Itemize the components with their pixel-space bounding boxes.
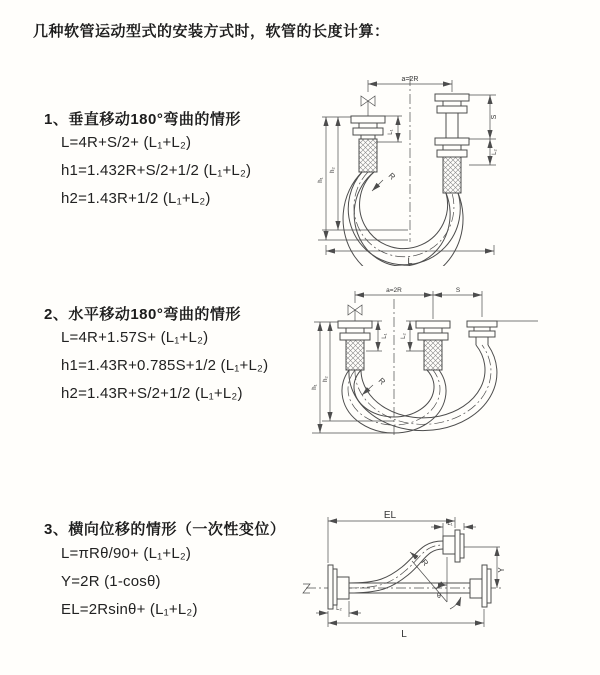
r-label: R bbox=[376, 376, 388, 387]
section2-formula-L: L=4R+1.57S+ (L₁+L₂) bbox=[61, 329, 209, 346]
left-flange bbox=[328, 565, 349, 609]
section1-formula-h2: h2=1.43R+1/2 (L₁+L₂) bbox=[61, 190, 211, 207]
dimension-l2 bbox=[469, 139, 498, 165]
hose-loop bbox=[342, 345, 497, 433]
l2-label: L₂ bbox=[336, 606, 342, 612]
a2r-label: a=2R bbox=[401, 76, 419, 83]
el-label: EL bbox=[383, 510, 397, 521]
l-label: L bbox=[407, 256, 413, 266]
l2-label: L₂ bbox=[401, 333, 407, 339]
hose-displaced-position bbox=[349, 541, 443, 593]
braided-hose-section bbox=[424, 340, 442, 370]
r-label: R bbox=[386, 171, 398, 182]
braided-hose-section bbox=[346, 340, 364, 370]
dimension-l2 bbox=[316, 601, 361, 617]
section1-heading: 1、垂直移动180°弯曲的情形 bbox=[44, 111, 241, 128]
dimension-el bbox=[328, 510, 455, 563]
l2-label: L₂ bbox=[492, 149, 498, 155]
l-label: L bbox=[401, 629, 407, 640]
section3-formula-L: L=πRθ/90+ (L₁+L₂) bbox=[61, 545, 192, 562]
middle-fitting bbox=[416, 321, 450, 370]
s-label: S bbox=[455, 287, 461, 294]
section2-heading: 2、水平移动180°弯曲的情形 bbox=[44, 306, 241, 323]
section1-formula-h1: h1=1.432R+S/2+1/2 (L₁+L₂) bbox=[61, 162, 252, 179]
theta-label: θ bbox=[437, 593, 441, 600]
h1-label: h₁ bbox=[312, 384, 318, 390]
page-title: 几种软管运动型式的安装方式时，软管的长度计算： bbox=[33, 23, 390, 40]
radius-callout bbox=[410, 552, 430, 568]
section1-formula-L: L=4R+S/2+ (L₁+L₂) bbox=[61, 134, 192, 151]
h1-label: h₁ bbox=[318, 177, 324, 183]
left-fitting bbox=[351, 116, 385, 172]
diagram-vertical-180-bend bbox=[298, 70, 590, 266]
section3-formula-Y: Y=2R (1-cosθ) bbox=[61, 573, 161, 590]
right-lower-flange bbox=[470, 565, 491, 607]
dimension-l bbox=[328, 609, 484, 640]
diagram-lateral-displacement bbox=[298, 505, 600, 653]
braided-hose-section bbox=[359, 139, 377, 172]
r-label: R bbox=[419, 557, 431, 568]
section2-formula-h2: h2=1.43R+S/2+1/2 (L₁+L₂) bbox=[61, 385, 243, 402]
l1-label: L₁ bbox=[388, 129, 394, 135]
l1-label: L₁ bbox=[382, 333, 388, 339]
section2-formula-h1: h1=1.43R+0.785S+1/2 (L₁+L₂) bbox=[61, 357, 269, 374]
section3-heading: 3、横向位移的情形（一次性变位） bbox=[44, 521, 286, 538]
dimension-l1 bbox=[431, 521, 476, 536]
diagram-horizontal-180-bend bbox=[298, 283, 595, 451]
valve-icon bbox=[348, 305, 362, 321]
braided-hose-section bbox=[443, 157, 461, 193]
dimension-s bbox=[433, 287, 482, 317]
s-label: S bbox=[491, 114, 498, 120]
section3-formula-EL: EL=2Rsinθ+ (L₁+L₂) bbox=[61, 601, 198, 618]
centerline-break-mark bbox=[303, 584, 310, 593]
y-label: Y bbox=[497, 567, 506, 573]
right-upper-fitting bbox=[435, 94, 469, 138]
right-fitting bbox=[467, 321, 538, 345]
radius-callout bbox=[362, 376, 387, 395]
radius-callout bbox=[372, 171, 397, 191]
l1-label: L₁ bbox=[447, 521, 453, 527]
a2r-label: a=2R bbox=[386, 287, 402, 294]
valve-icon bbox=[361, 96, 375, 116]
left-fitting bbox=[338, 321, 372, 370]
h2-label: h₂ bbox=[323, 376, 329, 382]
right-lower-fitting bbox=[435, 138, 469, 193]
right-upper-flange bbox=[443, 530, 500, 562]
dimension-s bbox=[469, 95, 498, 139]
h2-label: h₂ bbox=[330, 167, 336, 173]
dimension-y bbox=[497, 547, 506, 588]
